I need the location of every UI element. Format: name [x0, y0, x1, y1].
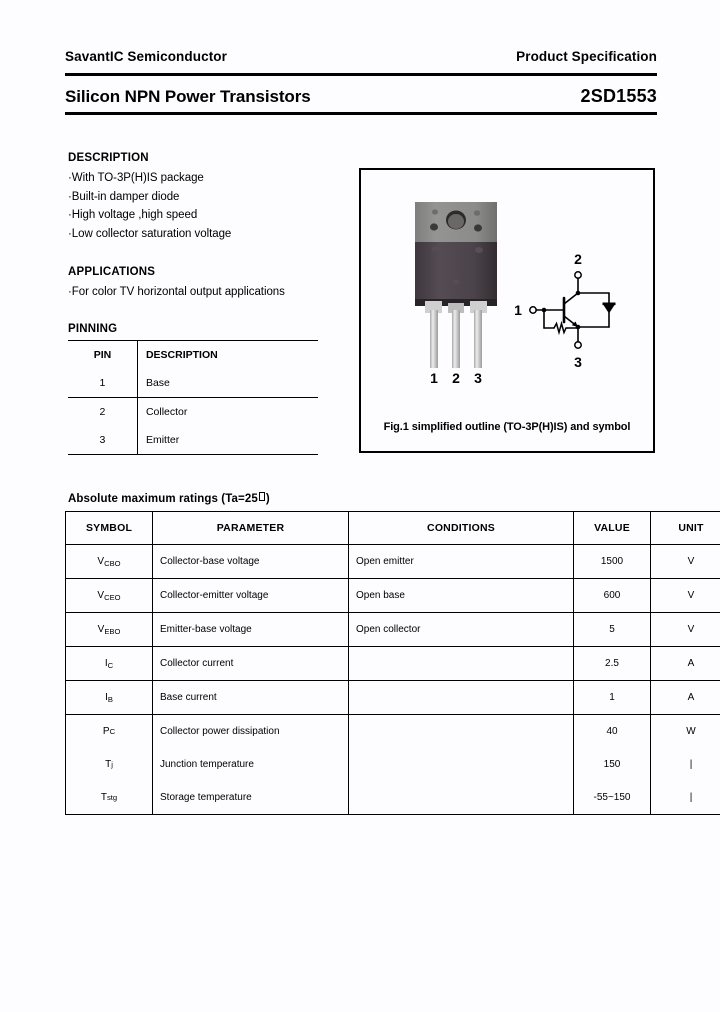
rating-value: 600	[574, 579, 651, 613]
rating-symbol	[73, 715, 145, 748]
ratings-col-parameter: PARAMETER	[153, 512, 349, 545]
list-item: ·With TO-3P(H)IS package	[68, 172, 204, 184]
table-row	[66, 613, 720, 647]
symbol-base: V	[97, 623, 105, 635]
ratings-title	[68, 492, 270, 505]
rating-parameter: Junction temperature	[160, 759, 254, 770]
pin-number: 1	[68, 369, 137, 398]
table-row	[66, 681, 720, 715]
rating-conditions: Open base	[349, 579, 574, 613]
part-number: 2SD1553	[580, 86, 657, 106]
pinning-heading: PINNING	[68, 323, 118, 335]
rating-value: 1	[574, 681, 651, 715]
symbol-label-emitter: 3	[574, 354, 582, 370]
document-type-label: Product Specification	[516, 49, 657, 64]
description-heading: DESCRIPTION	[68, 152, 149, 164]
pin-description: Emitter	[137, 426, 318, 455]
pinning-col-pin: PIN	[68, 341, 137, 370]
package-lead-label-2: 2	[452, 370, 460, 386]
rating-unit: |	[689, 759, 693, 770]
rating-symbol	[66, 579, 153, 613]
pin-number: 3	[68, 426, 137, 455]
symbol-subscript: CEO	[104, 592, 121, 602]
rating-symbol	[66, 647, 153, 681]
pinning-col-description: DESCRIPTION	[137, 341, 318, 370]
rating-unit-group	[651, 715, 720, 815]
symbol-label-collector: 2	[574, 251, 582, 267]
rating-symbol	[66, 613, 153, 647]
ratings-title-text: Absolute maximum ratings (Ta=25	[68, 493, 258, 505]
table-row-merged-block	[66, 715, 720, 815]
symbol-subscript: C	[109, 727, 116, 736]
table-header-row	[66, 512, 720, 545]
pin-description: Base	[137, 369, 318, 398]
symbol-base: T	[100, 792, 107, 803]
ratings-col-conditions: CONDITIONS	[349, 512, 574, 545]
rating-conditions: Open emitter	[349, 545, 574, 579]
header-rule-bottom	[65, 112, 657, 115]
rating-symbol	[66, 545, 153, 579]
rating-parameter: Emitter-base voltage	[153, 613, 349, 647]
rating-value: 5	[574, 613, 651, 647]
symbol-base: V	[97, 589, 105, 601]
description-section	[68, 152, 348, 243]
header-top-row	[65, 49, 657, 64]
symbol-base: T	[105, 759, 112, 770]
rating-value: 150	[603, 759, 621, 770]
rating-conditions: Open collector	[349, 613, 574, 647]
symbol-base: V	[97, 555, 105, 567]
ratings-col-unit: UNIT	[651, 512, 720, 545]
rating-symbol-group	[66, 715, 153, 815]
rating-symbol	[66, 681, 153, 715]
rating-symbol	[73, 748, 145, 781]
symbol-subscript: stg	[106, 793, 118, 802]
figure-box	[359, 168, 655, 453]
absolute-maximum-ratings-table	[65, 511, 720, 815]
rating-conditions-group	[349, 715, 574, 815]
rating-unit: V	[651, 579, 720, 613]
table-row	[68, 369, 318, 398]
table-row	[66, 545, 720, 579]
rating-unit: W	[686, 726, 696, 737]
symbol-base: I	[104, 657, 108, 669]
description-list	[68, 169, 348, 243]
rating-conditions	[356, 781, 566, 814]
rating-value: 1500	[574, 545, 651, 579]
rating-conditions	[349, 681, 574, 715]
symbol-subscript: B	[107, 694, 113, 704]
ratings-title-suffix: )	[265, 493, 270, 505]
applications-heading: APPLICATIONS	[68, 266, 156, 278]
table-row	[66, 647, 720, 681]
rating-unit: V	[651, 545, 720, 579]
rating-parameter: Collector-base voltage	[153, 545, 349, 579]
table-row	[66, 579, 720, 613]
rating-unit: A	[651, 647, 720, 681]
rating-unit: V	[651, 613, 720, 647]
rating-parameter: Collector power dissipation	[160, 726, 280, 737]
rating-value-group	[574, 715, 651, 815]
symbol-subscript: EBO	[104, 626, 121, 636]
rating-symbol	[73, 781, 145, 814]
package-outline-image	[413, 200, 499, 386]
applications-section	[68, 266, 358, 302]
rating-value: -55~150	[593, 792, 631, 803]
list-item: ·For color TV horizontal output applications	[68, 286, 285, 298]
package-lead-label-3: 3	[474, 370, 482, 386]
rating-conditions	[356, 715, 566, 748]
degree-celsius-missing-glyph-icon	[259, 492, 265, 501]
rating-unit: |	[689, 792, 693, 803]
symbol-subscript: j	[111, 760, 113, 769]
list-item: ·High voltage ,high speed	[68, 209, 198, 222]
list-item: ·Low collector saturation voltage	[68, 227, 232, 240]
table-row	[68, 398, 318, 427]
package-lead-label-1: 1	[430, 370, 438, 386]
rating-parameter: Storage temperature	[160, 792, 252, 803]
symbol-label-base: 1	[514, 302, 522, 318]
rating-parameter: Collector-emitter voltage	[153, 579, 349, 613]
rating-value: 40	[606, 726, 618, 737]
pinning-section	[68, 323, 318, 455]
rating-parameter-group	[153, 715, 349, 815]
ratings-col-symbol: SYMBOL	[66, 512, 153, 545]
list-item: ·Built-in damper diode	[68, 190, 180, 203]
rating-parameter: Base current	[153, 681, 349, 715]
header-rule-top	[65, 73, 657, 76]
applications-list	[68, 283, 358, 302]
figure-caption: Fig.1 simplified outline (TO-3P(H)IS) and symbol	[383, 421, 631, 433]
transistor-symbol-diagram	[506, 250, 636, 370]
pinning-table	[68, 340, 318, 455]
symbol-base: I	[105, 691, 108, 703]
pin-description: Collector	[145, 406, 188, 418]
rating-conditions	[349, 647, 574, 681]
rating-unit: A	[651, 681, 720, 715]
rating-value: 2.5	[574, 647, 651, 681]
pin-number: 2	[68, 398, 137, 427]
ratings-col-value: VALUE	[574, 512, 651, 545]
table-header-row	[68, 341, 318, 370]
symbol-subscript: CBO	[104, 558, 121, 568]
symbol-subscript: C	[107, 660, 114, 670]
rating-conditions	[356, 748, 566, 781]
symbol-base: P	[102, 726, 110, 737]
page-title: Silicon NPN Power Transistors	[65, 87, 311, 106]
table-row	[68, 426, 318, 455]
rating-parameter: Collector current	[153, 647, 349, 681]
company-name: SavantIC Semiconductor	[65, 49, 227, 64]
header-title-row	[65, 86, 657, 107]
